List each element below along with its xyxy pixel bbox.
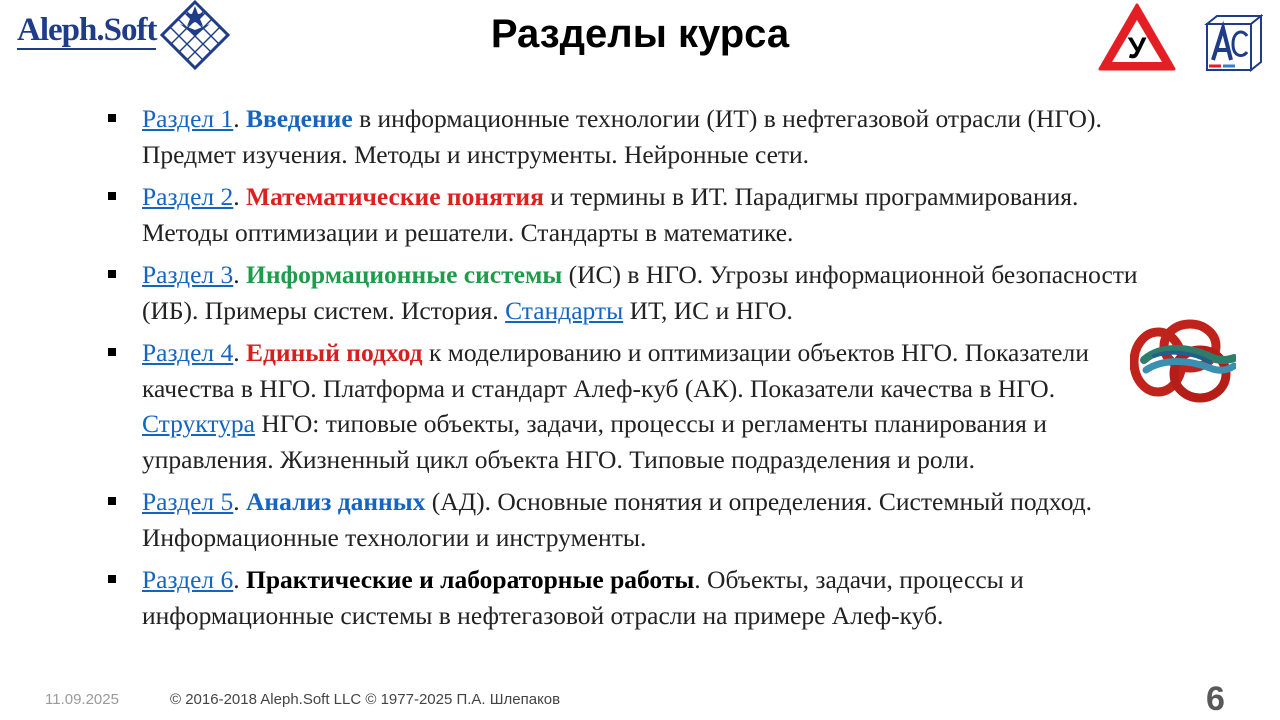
section-4-highlight: Единый подход: [246, 338, 423, 367]
separator: .: [233, 338, 247, 367]
list-item-section-2: [106, 179, 1146, 250]
section-1-text: в информационные технологии (ИТ) в нефтегазовой отрасли (НГО). Предмет изучения. Методы и инструменты. Нейронные сети.: [142, 104, 1102, 169]
section-3-link[interactable]: Раздел 3: [142, 260, 234, 289]
section-4-text-2: НГО: типовые объекты, задачи, процессы и регламенты планирования и управления. Жизненный цикл объекта НГО. Типовые подразделения и роли.: [142, 409, 1047, 474]
section-3-highlight: Информационные системы: [246, 260, 563, 289]
section-4-link[interactable]: Раздел 4: [142, 338, 234, 367]
section-6-link[interactable]: Раздел 6: [142, 565, 234, 594]
section-6-highlight: Практические и лабораторные работы: [246, 565, 695, 594]
list-item-section-1: [106, 101, 1146, 172]
bullet-icon: [108, 270, 116, 278]
section-5-link[interactable]: Раздел 5: [142, 487, 234, 516]
separator: .: [233, 182, 247, 211]
section-5-highlight: Анализ данных: [246, 487, 426, 516]
separator: .: [233, 487, 247, 516]
bullet-icon: [108, 192, 116, 200]
section-6-text: . Объекты, задачи, процессы и информационные системы в нефтегазовой отрасли на примере Алеф-куб.: [142, 565, 1024, 630]
footer-date: 11.09.2025: [45, 691, 119, 708]
separator: .: [233, 104, 247, 133]
section-5-text: (АД). Основные понятия и определения. Системный подход. Информационные технологии и инструменты.: [142, 487, 1093, 552]
bullet-icon: [108, 114, 116, 122]
list-item-section-6: [106, 562, 1146, 633]
sign-letter: У: [1127, 32, 1147, 65]
page-number: 6: [1206, 680, 1225, 718]
section-3-text: (ИС) в НГО. Угрозы информационной безопасности (ИБ). Примеры систем. История.: [142, 260, 1138, 325]
section-4-text: к моделированию и оптимизации объектов НГО. Показатели качества в НГО. Платформа и стандарт Алеф-куб (АК). Показатели качества в НГО.: [142, 338, 1089, 403]
page-title: Разделы курса: [490, 12, 790, 56]
footer-copyright: © 2016-2018 Aleph.Soft LLC © 1977-2025 П.А. Шлепаков: [170, 691, 561, 708]
structure-link[interactable]: Структура: [142, 409, 255, 438]
ac-cube-logo-icon: [1203, 14, 1263, 74]
list-item-section-5: [106, 484, 1146, 555]
list-item-section-3: [106, 257, 1146, 328]
separator: .: [233, 565, 247, 594]
rope-knot-icon: [1130, 316, 1236, 404]
alephsoft-logo: Aleph.Soft: [17, 12, 157, 48]
bullet-icon: [108, 348, 116, 356]
sections-list: [106, 101, 1146, 640]
section-2-highlight: Математические понятия: [246, 182, 544, 211]
section-1-highlight: Введение: [246, 104, 353, 133]
list-item-section-4: [106, 335, 1146, 477]
separator: .: [233, 260, 247, 289]
section-3-text-2: ИТ, ИС и НГО.: [623, 295, 793, 325]
standards-link[interactable]: Стандарты: [505, 295, 624, 325]
section-1-link[interactable]: Раздел 1: [142, 104, 234, 133]
section-2-text: и термины в ИТ. Парадигмы программирования. Методы оптимизации и решатели. Стандарты в математике.: [142, 182, 1079, 247]
warning-triangle-icon: [1097, 2, 1177, 72]
bullet-icon: [108, 575, 116, 583]
bullet-icon: [108, 497, 116, 505]
section-2-link[interactable]: Раздел 2: [142, 182, 234, 211]
